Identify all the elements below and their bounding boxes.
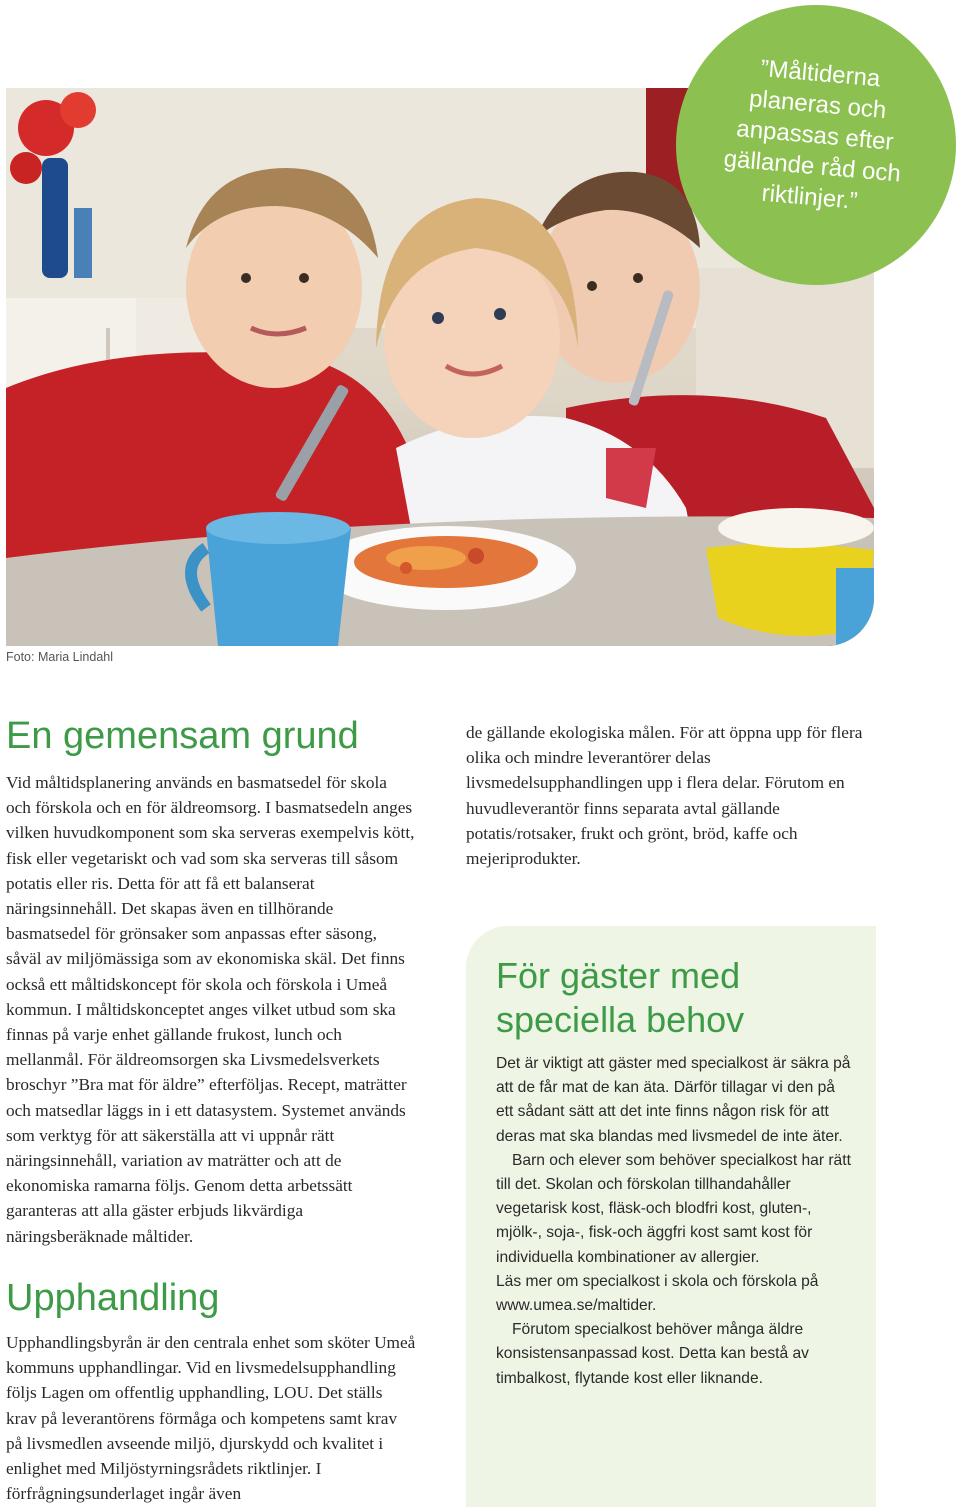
special-needs-text (496, 1052, 856, 1391)
special-needs-link-paragraph: Läs mer om specialkost i skola och förskola på www.umea.se/maltider. (496, 1272, 819, 1315)
photo-caption: Foto: Maria Lindahl (6, 650, 114, 664)
special-needs-paragraph: Barn och elever som behöver specialkost har rätt till det. Skolan och förskolan tillhandahåller vegetarisk kost, fläsk-och blodfri kost, gluten-, mjölk-, soja-, fisk-och äggfri kost samt kost för individuella kombinationer av allergier. (496, 1151, 851, 1266)
special-needs-paragraph: Det är viktigt att gäster med specialkost är säkra på att de får mat de kan äta. Därför tillagar vi den på ett sådant sätt att det inte finns någon risk för att deras mat ska blandas med livsmedel de inte äter. (496, 1055, 851, 1145)
section-body-en-gemensam-grund: Vid måltidsplanering används en basmatsedel för skola och förskola och en för äldreomsorg. I basmatsedeln anges vilken huvudkomponent som ska serveras exempelvis kött, fisk eller vegetariskt och vad som ska serveras till såsom potatis eller ris. Detta för att få ett balanserat näringsinnehåll. Det skapas även en tillhörande basmatsedel för grönsaker som anpassas efter säsong, såväl av miljömässiga som av ekonomiska skäl. Det finns också ett måltidskoncept för skola och förskola i Umeå kommun. I måltidskonceptet anges vilket utbud som ska finnas på varje enhet gällande frukost, lunch och mellanmål. För äldreomsorgen ska Livsmedelsverkets broschyr ”Bra mat för äldre” efterföljas. Recept, maträtter och matsedlar läggs in i ett datasystem. Systemet används som verktyg för att säkerställa att vi uppnår rätt näringsinnehåll, variation av maträtter och att de ekonomiska ramarna följs. Genom detta arbetssätt garanteras att alla gäster erbjuds likvärdiga näringsberäknade måltider. (6, 773, 415, 1246)
section-body-upphandling: Upphandlingsbyrån är den centrala enhet som sköter Umeå kommuns upphandlingar. Vid en livsmedelsupphandling följs Lagen om offentlig upphandling, LOU. Det ställs krav på leverantörens förmåga och kompetens samt krav på livsmedlen avseende miljö, djurskydd och kvalitet i enlighet med Miljöstyrningsrådets riktlinjer. I förfrågningsunderlaget ingår även (6, 1333, 416, 1504)
pull-quote: ”Måltiderna planeras och anpassas efter gällande råd och riktlinjer.” (722, 55, 902, 215)
right-column-continuation: de gällande ekologiska målen. För att öppna upp för flera olika och mindre leverantörer delas livsmedelsupphandlingen upp i flera delar. Förutom en huvudleverantör finns separata avtal gällande potatis/rotsaker, frukt och grönt, bröd, kaffe och mejeriprodukter. (466, 723, 863, 869)
heading-upphandling: Upphandling (6, 1277, 220, 1319)
heading-for-gaster-med-speciella-behov (496, 954, 744, 1042)
special-needs-paragraph: Förutom specialkost behöver många äldre konsistensanpassad kost. Detta kan bestå av timbalkost, flytande kost eller liknande. (496, 1321, 809, 1387)
heading-line-2: speciella behov (496, 999, 745, 1040)
heading-line-1: För gäster med (496, 955, 741, 996)
heading-en-gemensam-grund: En gemensam grund (6, 715, 359, 757)
